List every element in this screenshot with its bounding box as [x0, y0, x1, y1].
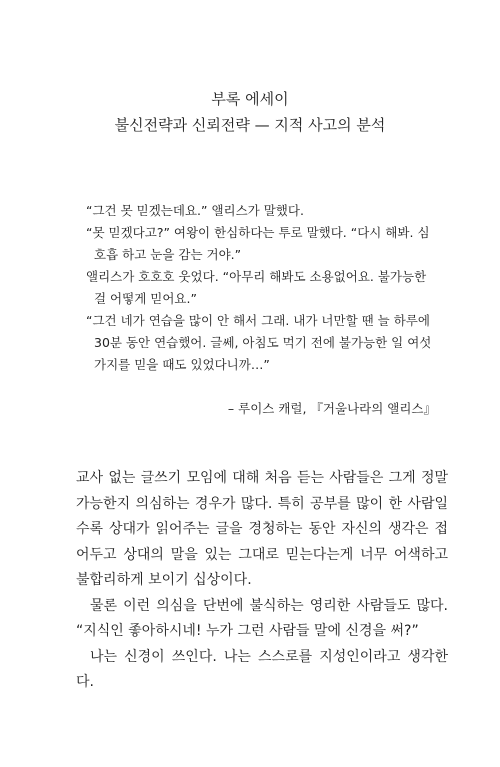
epigraph [86, 200, 436, 416]
essay-paragraph: 교사 없는 글쓰기 모임에 대해 처음 듣는 사람들은 그게 정말 가능한지 의심하는 경우가 많다. 특히 공부를 많이 한 사람일수록 상대가 읽어주는 글을 경청하는 동안 자신의 생각은 접어두고 상대의 말을 있는 그대로 믿는다는게 너무 어색하고 불합리하게 보이기 십상이다. [76, 470, 448, 588]
chapter-header [0, 86, 500, 138]
essay-paragraph: 물론 이런 의심을 단번에 불식하는 영리한 사람들도 많다. “지식인 좋아하시네! 누가 그런 사람들 말에 신경을 써?” [76, 597, 448, 639]
essay-body [76, 466, 448, 696]
appendix-label: 부록 에세이 [211, 90, 289, 108]
essay-paragraph: 나는 신경이 쓰인다. 나는 스스로를 지성인이라고 생각한다. [76, 648, 448, 690]
epigraph-paragraph: 앨리스가 호호호 웃었다. “아무리 해봐도 소용없어요. 불가능한 걸 어떻게 믿어요.” [86, 269, 427, 306]
epigraph-paragraph: “그건 못 믿겠는데요.” 앨리스가 말했다. [86, 203, 304, 218]
epigraph-attribution: – 루이스 캐럴, 『거울나라의 앨리스』 [227, 401, 436, 416]
chapter-title: 불신전략과 신뢰전략 — 지적 사고의 분석 [114, 116, 386, 134]
epigraph-paragraph: “그건 네가 연습을 많이 안 해서 그래. 내가 너만할 땐 늘 하루에 30분 동안 연습했어. 글쎄, 아침도 먹기 전에 불가능한 일 여섯 가지를 믿을 때도 있었다니까…” [86, 313, 432, 372]
epigraph-paragraph: “못 믿겠다고?” 여왕이 한심하다는 투로 말했다. “다시 해봐. 심호흡 하고 눈을 감는 거야.” [86, 225, 430, 262]
